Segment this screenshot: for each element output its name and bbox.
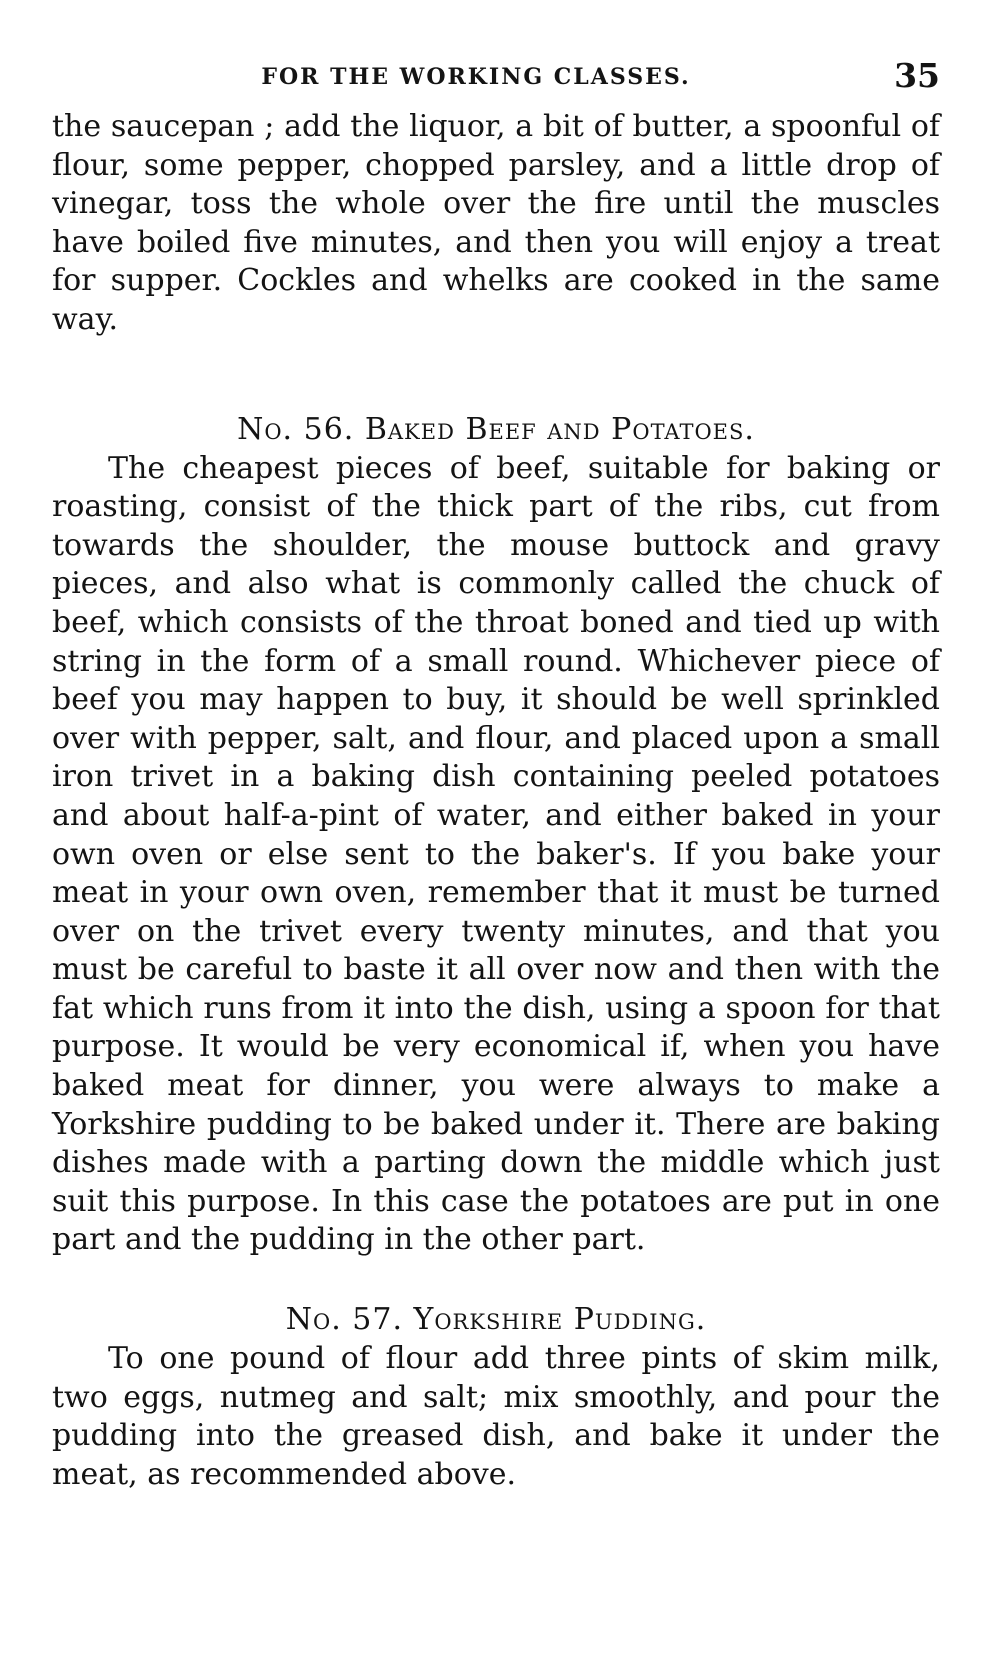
recipe-57-heading: No. 57. Yorkshire Pudding. [285,1302,707,1338]
recipe-56-paragraph: The cheapest pieces of beef, suitable for baking or roasting, consist of the thick part of the ribs, cut from towards the shoulder, the mouse buttock and gravy pieces, and also what is commonly called the chuck of beef, which consists of the throat boned and tied up with string in the form of a small round. Whichever piece of beef you may happen to buy, it should be well sprinkled over with pepper, salt, and flour, and placed upon a small iron trivet in a baking dish containing peeled potatoes and about half-a-pint of water, and either baked in your own oven or else sent to the baker's. If you bake your meat in your own oven, remember that it must be turned over on the trivet every twenty minutes, and that you must be careful to baste it all over now and then with the fat which runs from it into the dish, using a spoon for that purpose. It would be very economical if, when you have baked meat for dinner, you were always to make a Yorkshire pudding to be baked under it. There are baking dishes made with a parting down the middle which just suit this purpose. In this case the potatoes are put in one part and the pudding in the other part. [52,450,940,1258]
book-page [52,56,940,1494]
continuation-paragraph: the saucepan ; add the liquor, a bit of butter, a spoonful of flour, some pepper, chopped parsley, and a little drop of vinegar, toss the whole over the fire until the muscles have boiled five minutes, and then you will enjoy a treat for supper. Cockles and whelks are cooked in the same way. [52,109,940,337]
recipe-56-heading: No. 56. Baked Beef and Potatoes. [237,411,755,447]
running-title: FOR THE WORKING CLASSES. [261,64,691,90]
running-head [52,56,940,104]
page-number: 35 [894,56,940,95]
section-spacer [52,340,940,410]
recipe-57-paragraph: To one pound of flour add three pints of skim milk, two eggs, nutmeg and salt; mix smoothly, and pour the pudding into the greased dish, and bake it under the meat, as recommended above. [52,1341,940,1492]
section-spacer [52,1260,940,1300]
